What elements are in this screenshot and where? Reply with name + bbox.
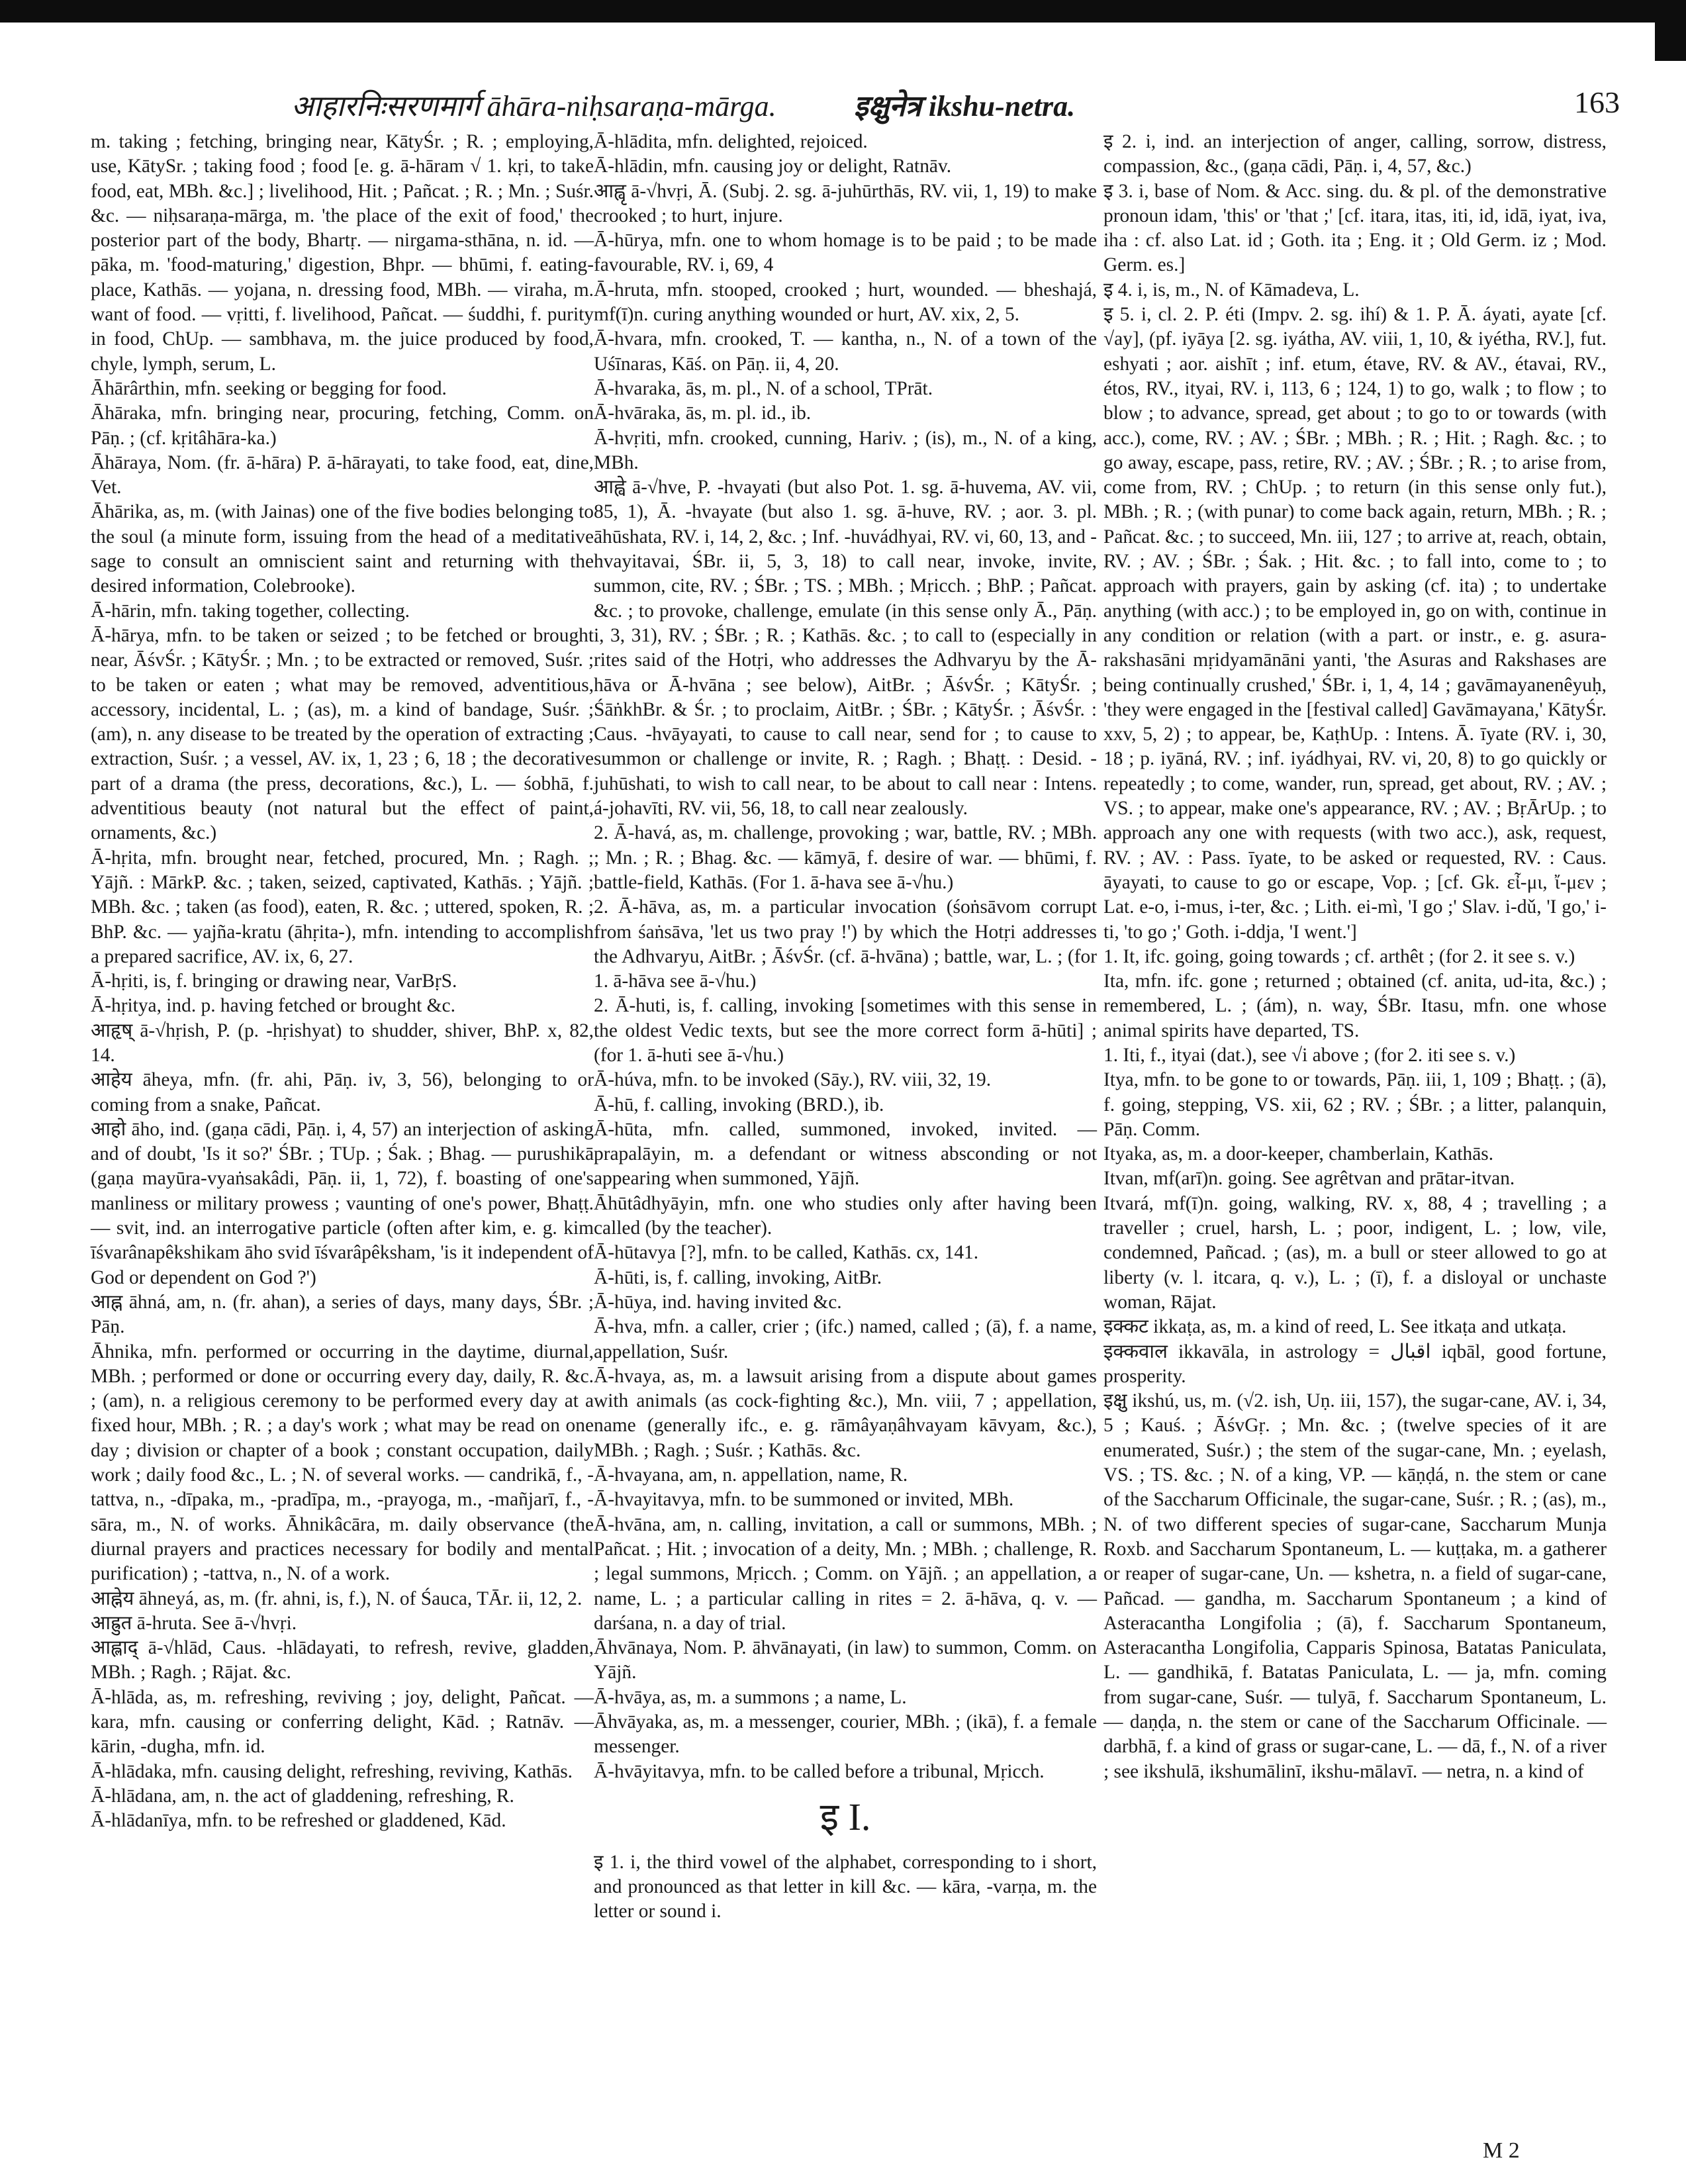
dictionary-entry: Ityaka, as, m. a door-keeper, chamberlain, Kathās. <box>1103 1143 1494 1165</box>
dictionary-entry: Ā-hūtavya [?], mfn. to be called, Kathās. cx, 141. <box>594 1242 979 1264</box>
dictionary-entry: आह्वे ā-√hve, P. -hvayati (but also Pot. 1. sg. ā-huvema, AV. vii, 85, 1), Ā. -hvayate (but also 1. sg. ā-huve, RV. ; aor. 3. pl. āhūshata, RV. i, 14, 2, &c. ; Inf. -huvádhyai, RV. vi, 60, 13, and -hvayitavai, ŚBr. ii, 5, 3, 18) to call near, invoke, invite, summon, cite, RV. ; ŚBr. ; TS. ; MBh. ; Mṛicch. ; BhP. ; Pañcat. &c. ; to provoke, challenge, emulate (in this sense only Ā., Pāṇ. i, 3, 31), RV. ; ŚBr. ; R. ; Kathās. &c. ; to call to (especially in rites said of the Hotṛi, who addresses the Adhvaryu by the Ā-hāva or Ā-hvāna ; see below), AitBr. ; ĀśvŚr. ; KātyŚr. ; ŚāṅkhBr. & Śr. ; to proclaim, AitBr. ; ŚBr. ; KātyŚr. ; ĀśvŚr. : Caus. -hvāyayati, to cause to call near, send for ; to cause to summon or challenge or invite, R. ; Ragh. ; Bhaṭṭ. : Desid. -juhūshati, to wish to call near, to be about to call near : Intens. á-johavīti, RV. vii, 56, 18, to call near zealously. <box>594 477 1097 820</box>
dictionary-entry: आहृष् ā-√hṛish, P. (p. -hṛishyat) to shudder, shiver, BhP. x, 82, 14. <box>91 1020 594 1066</box>
dictionary-entry: Ā-hvaya, as, m. a lawsuit arising from a dispute about games with animals (as cock-fighting &c.), Mn. viii, 7 ; appellation, name (generally ifc., e. g. rāmâyaṇâhvayam kāvyam, &c.), MBh. ; Ragh. ; Suśr. ; Kathās. &c. <box>594 1365 1097 1461</box>
dictionary-entry: Ā-hvayitavya, mfn. to be summoned or invited, MBh. <box>594 1489 1014 1511</box>
dictionary-entry: Āhārârthin, mfn. seeking or begging for food. <box>91 377 447 399</box>
dictionary-entry: आहेय āheya, mfn. (fr. ahi, Pāṇ. iv, 3, 56), belonging to or coming from a snake, Pañcat. <box>91 1069 594 1116</box>
dictionary-entry: आह्नेय āhneyá, as, m. (fr. ahni, is, f.), N. of Śauca, TĀr. ii, 12, 2. <box>91 1588 583 1609</box>
dictionary-entry: 2. Ā-havá, as, m. challenge, provoking ; war, battle, RV. ; MBh. ; Mn. ; R. ; Bhag. &c. — kāmyā, f. desire of war. — bhūmi, f. battle-field, Kathās. (For 1. ā-hava see ā-√hu.) <box>594 822 1097 893</box>
page-number: 163 <box>1574 85 1620 119</box>
dictionary-entry: आह्वृ ā-√hvṛi, Ā. (Subj. 2. sg. ā-juhūrthās, RV. vii, 1, 19) to make crooked ; to hurt, injure. <box>594 180 1097 226</box>
dictionary-entry: इ 1. i, the third vowel of the alphabet, corresponding to i short, and pronounced as that letter in kill &c. — kāra, -varṇa, m. the letter or sound i. <box>594 1851 1097 1923</box>
dictionary-entry: Itvará, mf(ī)n. going, walking, RV. x, 88, 4 ; travelling ; a traveller ; cruel, harsh, L. ; poor, indigent, L. ; low, vile, condemned, Pañcad. ; (as), m. a bull or steer allowed to go at liberty (v. l. itcara, q. v.), L. ; (ī), f. a disloyal or unchaste woman, Rājat. <box>1103 1192 1607 1313</box>
dictionary-entry: Ā-hvāraka, ās, m. pl. id., ib. <box>594 403 812 424</box>
section-heading: इ I. <box>820 1795 871 1838</box>
dictionary-entry: इ 2. i, ind. an interjection of anger, calling, sorrow, distress, compassion, &c., (gaṇa cādi, Pāṇ. i, 4, 57, &c.) <box>1103 131 1607 177</box>
dictionary-entry: 2. Ā-huti, is, f. calling, invoking [sometimes with this sense in the oldest Vedic texts, but see the more correct form ā-hūti] ; (for 1. ā-huti see ā-√hu.) <box>594 995 1097 1066</box>
dictionary-entry: आह्रुत ā-hruta. See ā-√hvṛi. <box>91 1612 297 1634</box>
scan-edge-top <box>0 0 1686 23</box>
header-right-headword: इक्षुनेत्र ikshu-netra. <box>854 90 1076 122</box>
scan-edge-right <box>1655 0 1686 61</box>
dictionary-entry: Ā-hṛiti, is, f. bringing or drawing near, VarBṛS. <box>91 971 457 992</box>
dictionary-entry: Ā-hārya, mfn. to be taken or seized ; to be fetched or brought near, ĀśvŚr. ; KātyŚr. ; Mn. ; to be extracted or removed, Suśr. ; to be taken or eaten ; what may be removed, adventitious, accessory, incidental, L. ; (as), m. a kind of bandage, Suśr. ; (am), n. any disease to be treated by the operation of extracting ; extraction, Suśr. ; a vessel, AV. ix, 1, 23 ; 6, 18 ; the decorative part of a drama (the press, decorations, &c.), L. — śobhā, f. adventitious beauty (not natural but the effect of paint, ornaments, &c.) <box>91 624 594 844</box>
dictionary-entry: इक्कवाल ikkavāla, in astrology = اقبال iqbāl, good fortune, prosperity. <box>1103 1341 1607 1387</box>
dictionary-entry: Ā-hvāyitavya, mfn. to be called before a tribunal, Mṛicch. <box>594 1760 1045 1782</box>
dictionary-entry: Ā-hvṛiti, mfn. crooked, cunning, Hariv. ; (is), m., N. of a king, MBh. <box>594 427 1097 473</box>
dictionary-entry: Āhvāyaka, as, m. a messenger, courier, MBh. ; (ikā), f. a female messenger. <box>594 1711 1097 1758</box>
dictionary-entry: Itya, mfn. to be gone to or towards, Pāṇ. iii, 1, 109 ; Bhaṭṭ. ; (ā), f. going, stepping, VS. xii, 62 ; RV. ; ŚBr. ; a litter, palanquin, Pāṇ. Comm. <box>1103 1069 1607 1140</box>
running-header <box>0 85 1686 131</box>
dictionary-entry: इ 5. i, cl. 2. P. éti (Impv. 2. sg. ihí) & 1. P. Ā. áyati, ayate [cf. √ay], (pf. iyāya [2. sg. iyátha, AV. viii, 1, 10, & iyétha, RV.], fut. eshyati ; aor. aishīt ; inf. etum, étave, RV. & AV., étavai, RV., étos, RV., ityai, RV. i, 113, 6 ; 124, 1) to go, walk ; to flow ; to blow ; to advance, spread, get about ; to go to or towards (with acc.), come, RV. ; AV. ; ŚBr. ; MBh. ; R. ; Hit. ; Ragh. &c. ; to go away, escape, pass, retire, RV. ; AV. ; ŚBr. ; R. ; to arise from, come from, RV. ; ChUp. ; to return (in this sense only fut.), MBh. ; R. ; (with punar) to come back again, return, MBh. ; R. ; Pañcat. &c. ; to succeed, Mn. iii, 127 ; to arrive at, reach, obtain, RV. ; AV. ; ŚBr. ; Śak. ; Hit. &c. ; to fall into, come to ; to approach with prayers, gain by asking (cf. ita) ; to undertake anything (with acc.) ; to be employed in, go on with, continue in any condition or relation (with a part. or instr., e. g. asura-rakshasāni mṛidyamānāni yanti, 'the Asuras and Rakshases are being continually crushed,' ŚBr. i, 1, 4, 14 ; gavāmayanenêyuḥ, 'they were engaged in the [festival called] Gavāmayana,' KātyŚr. xxv, 5, 2) ; to appear, be, KaṭhUp. : Intens. Ā. īyate (RV. i, 30, 18 ; p. iyāná, RV. ; inf. iyádhyai, RV. vi, 20, 8) to go quickly or repeatedly ; to come, wander, run, spread, get about, RV. ; AV. ; VS. ; to appear, make one's appearance, RV. ; AV. ; BṛĀrUp. ; to approach any one with requests (with two acc.), ask, request, RV. ; AV. : Pass. īyate, to be asked or requested, RV. : Caus. āyayati, to cause to go or escape, Vop. ; [cf. Gk. εἶ-μι, ἴ-μεν ; Lat. e-o, i-mus, i-ter, &c. ; Lith. ei-mì, 'I go ;' Slav. i-dǔ, 'I go,' i-ti, 'to go ;' Goth. i-ddja, 'I went.'] <box>1103 304 1607 943</box>
dictionary-entry: इ 3. i, base of Nom. & Acc. sing. du. & pl. of the demonstrative pronoun idam, 'this' or 'that ;' [cf. itara, itas, iti, id, idā, iyat, iva, iha : cf. also Lat. id ; Goth. ita ; Eng. it ; Old Germ. iz ; Mod. Germ. es.] <box>1103 180 1607 276</box>
dictionary-entry: Āhāraya, Nom. (fr. ā-hāra) P. ā-hārayati, to take food, eat, dine, Vet. <box>91 451 594 499</box>
dictionary-entry: Ita, mfn. ifc. gone ; returned ; obtained (cf. anita, ud-ita, &c.) ; remembered, L. ; (ám), n. way, ŚBr. Itasu, mfn. one whose animal spirits have departed, TS. <box>1103 971 1607 1041</box>
dictionary-entry: Ā-hūya, ind. having invited &c. <box>594 1291 842 1313</box>
dictionary-entry: Ā-hvāya, as, m. a summons ; a name, L. <box>594 1686 907 1708</box>
dictionary-entry: Āhnika, mfn. performed or occurring in the daytime, diurnal, MBh. ; performed or done or occurring every day, daily, R. &c. ; (am), n. a religious ceremony to be performed every day at a fixed hour, MBh. ; R. ; a day's work ; what may be read on one day ; division or chapter of a book ; constant occupation, daily work ; daily food &c., L. ; N. of several works. — candrikā, f., -tattva, n., -dīpaka, m., -pradīpa, m., -prayoga, m., -mañjarī, f., -sāra, m., N. of works. Āhnikâcāra, m. daily observance (the diurnal prayers and practices necessary for bodily and mental purification) ; -tattva, n., N. of a work. <box>91 1341 594 1585</box>
dictionary-entry: आह्न āhná, am, n. (fr. ahan), a series of days, many days, ŚBr. ; Pāṇ. <box>91 1291 594 1338</box>
dictionary-entry: Ā-hārin, mfn. taking together, collecting. <box>91 600 410 622</box>
dictionary-entry: Ā-hṛita, mfn. brought near, fetched, procured, Mn. ; Ragh. ; Yājñ. : MārkP. &c. ; taken, seized, captivated, Kathās. ; Yājñ. ; MBh. &c. ; taken (as food), eaten, R. &c. ; uttered, spoken, R. ; BhP. &c. — yajña-kratu (āhṛita-), mfn. intending to accomplish a prepared sacrifice, AV. ix, 6, 27. <box>91 847 594 967</box>
dictionary-entry: आहो āho, ind. (gaṇa cādi, Pāṇ. i, 4, 57) an interjection of asking and of doubt, 'Is it so?' ŚBr. ; TUp. ; Śak. ; Bhag. — purushikā (gaṇa mayūra-vyaṅsakâdi, Pāṇ. ii, 1, 72), f. boasting of one's manliness or military prowess ; vaunting of one's power, Bhaṭṭ. — svit, ind. an interrogative particle (often after kim, e. g. kim īśvarânapêkshikam āho svid īśvarâpêksham, 'is it independent of God or dependent on God ?') <box>91 1118 594 1288</box>
dictionary-entry: Ā-hū, f. calling, invoking (BRD.), ib. <box>594 1094 884 1116</box>
dictionary-entry: Ā-hvara, mfn. crooked, T. — kantha, n., N. of a town of the Uśīnaras, Kāś. on Pāṇ. ii, 4, 20. <box>594 328 1097 375</box>
column-3 <box>1103 130 1607 1784</box>
column-2 <box>594 130 1097 1924</box>
dictionary-entry: Ā-húva, mfn. to be invoked (Sāy.), RV. viii, 32, 19. <box>594 1069 992 1091</box>
column-1 <box>91 130 594 1833</box>
dictionary-entry: m. taking ; fetching, bringing near, KātyŚr. ; R. ; employing, use, KātySr. ; taking food ; food [e. g. ā-hāram √ 1. kṛi, to take food, eat, MBh. &c.] ; livelihood, Hit. ; Pañcat. ; R. ; Mn. ; Suśr. &c. — niḥsaraṇa-mārga, m. 'the place of the exit of food,' the posterior part of the body, Bhartṛ. — nirgama-sthāna, n. id. — pāka, m. 'food-maturing,' digestion, Bhpr. — bhūmi, f. eating-place, Kathās. — yojana, n. dressing food, MBh. — viraha, m. want of food. — vṛitti, f. livelihood, Pañcat. — śuddhi, f. purity in food, ChUp. — sambhava, m. the juice produced by food, chyle, lymph, serum, L. <box>91 131 594 375</box>
dictionary-entry: Ā-hlādin, mfn. causing joy or delight, Ratnāv. <box>594 156 952 177</box>
dictionary-entry: Āhāraka, mfn. bringing near, procuring, fetching, Comm. on Pāṇ. ; (cf. kṛitâhāra-ka.) <box>91 403 594 449</box>
dictionary-entry: Āhvānaya, Nom. P. āhvānayati, (in law) to summon, Comm. on Yājñ. <box>594 1637 1097 1684</box>
dictionary-entry: Ā-hvayana, am, n. appellation, name, R. <box>594 1464 908 1486</box>
dictionary-entry: Ā-hvāna, am, n. calling, invitation, a call or summons, MBh. ; Pañcat. ; Hit. ; invocation of a deity, Mn. ; MBh. ; challenge, R. ; legal summons, Mṛicch. ; Comm. on Yājñ. ; an appellation, a name, L. ; a particular calling in rites = 2. ā-hāva, q. v. — darśana, n. a day of trial. <box>594 1513 1097 1634</box>
dictionary-entry: 2. Ā-hāva, as, m. a particular invocation (śoṅsāvom corrupt from śaṅsāva, 'let us two pray !') by which the Hotṛi addresses the Adhvaryu, AitBr. ; ĀśvŚr. (cf. ā-hvāna) ; battle, war, L. ; (for 1. ā-hāva see ā-√hu.) <box>594 896 1097 992</box>
dictionary-entry: Itvan, mf(arī)n. going. See agrêtvan and prātar-itvan. <box>1103 1168 1515 1190</box>
dictionary-entry: Ā-hruta, mfn. stooped, crooked ; hurt, wounded. — bheshajá, mf(ī)n. curing anything wounded or hurt, AV. xix, 2, 5. <box>594 279 1097 326</box>
dictionary-entry: Ā-hṛitya, ind. p. having fetched or brought &c. <box>91 995 455 1017</box>
dictionary-entry: Ā-hūrya, mfn. one to whom homage is to be paid ; to be made favourable, RV. i, 69, 4 <box>594 230 1097 276</box>
dictionary-entry: Ā-hlāda, as, m. refreshing, reviving ; joy, delight, Pañcat. — kara, mfn. causing or conferring delight, Kād. ; Ratnāv. — kārin, -dugha, mfn. id. <box>91 1686 594 1758</box>
header-left-headword: आहारनिःसरणमार्ग āhāra-niḥsaraṇa-mārga. <box>291 90 776 122</box>
dictionary-entry: Ā-hūta, mfn. called, summoned, invoked, invited. — prapalāyin, m. a defendant or witness absconding or not appearing when summoned, Yājñ. <box>594 1118 1097 1190</box>
dictionary-entry: Āhārika, as, m. (with Jainas) one of the five bodies belonging to the soul (a minute form, issuing from the head of a meditative sage to consult an omniscient saint and returning with the desired information, Colebrooke). <box>91 501 594 597</box>
dictionary-entry: Ā-hvaraka, ās, m. pl., N. of a school, TPrāt. <box>594 377 933 399</box>
dictionary-entry: Ā-hlādanīya, mfn. to be refreshed or gladdened, Kād. <box>91 1810 506 1832</box>
dictionary-entry: इक्षु ikshú, us, m. (√2. ish, Uṇ. iii, 157), the sugar-cane, AV. i, 34, 5 ; Kauś. ; ĀśvGṛ. ; Mn. &c. ; (twelve species of it are enumerated, Suśr.) ; the stem of the sugar-cane, Mn. ; eyelash, VS. ; TS. &c. ; N. of a king, VP. — kāṇḍá, n. the stem or cane of the Saccharum Officinale, the sugar-cane, Suśr. ; R. ; (as), m., N. of two different species of sugar-cane, Saccharum Munja Roxb. and Saccharum Spontaneum, L. — kuṭṭaka, m. a gatherer or reaper of sugar-cane, Un. — kshetra, n. a field of sugar-cane, Pañcad. — gandha, m. Saccharum Spontaneum ; a kind of Asteracantha Longifolia ; (ā), f. Saccharum Spontaneum, Asteracantha Longifolia, Capparis Spinosa, Batatas Paniculata, L. — gandhikā, f. Batatas Paniculata, L. — ja, mfn. coming from sugar-cane, Suśr. — tulyā, f. Saccharum Spontaneum, L. — daṇḍa, n. the stem or cane of the Saccharum Officinale. — darbhā, f. a kind of grass or sugar-cane, L. — dā, f., N. of a river ; see ikshulā, ikshumālinī, ikshu-mālavī. — netra, n. a kind of <box>1103 1390 1607 1782</box>
dictionary-entry: Āhūtâdhyāyin, mfn. one who studies only after having been called (by the teacher). <box>594 1192 1097 1239</box>
dictionary-entry: इक्कट ikkaṭa, as, m. a kind of reed, L. See itkaṭa and utkaṭa. <box>1103 1316 1567 1338</box>
dictionary-entry: Ā-hlādana, am, n. the act of gladdening, refreshing, R. <box>91 1785 514 1807</box>
dictionary-entry: 1. Iti, f., ityai (dat.), see √i above ; (for 2. iti see s. v.) <box>1103 1044 1516 1066</box>
dictionary-entry: Ā-hlādita, mfn. delighted, rejoiced. <box>594 131 868 152</box>
dictionary-entry: इ 4. i, is, m., N. of Kāmadeva, L. <box>1103 279 1360 301</box>
signature-mark: M 2 <box>1483 2138 1520 2163</box>
dictionary-entry: 1. It, ifc. going, going towards ; cf. arthêt ; (for 2. it see s. v.) <box>1103 945 1575 967</box>
dictionary-entry: Ā-hūti, is, f. calling, invoking, AitBr. <box>594 1266 882 1288</box>
dictionary-entry: Ā-hva, mfn. a caller, crier ; (ifc.) named, called ; (ā), f. a name, appellation, Suśr. <box>594 1316 1097 1362</box>
dictionary-entry: आह्लाद् ā-√hlād, Caus. -hlādayati, to refresh, revive, gladden, MBh. ; Ragh. ; Rājat. &c. <box>91 1637 594 1684</box>
dictionary-entry: Ā-hlādaka, mfn. causing delight, refreshing, reviving, Kathās. <box>91 1760 573 1782</box>
